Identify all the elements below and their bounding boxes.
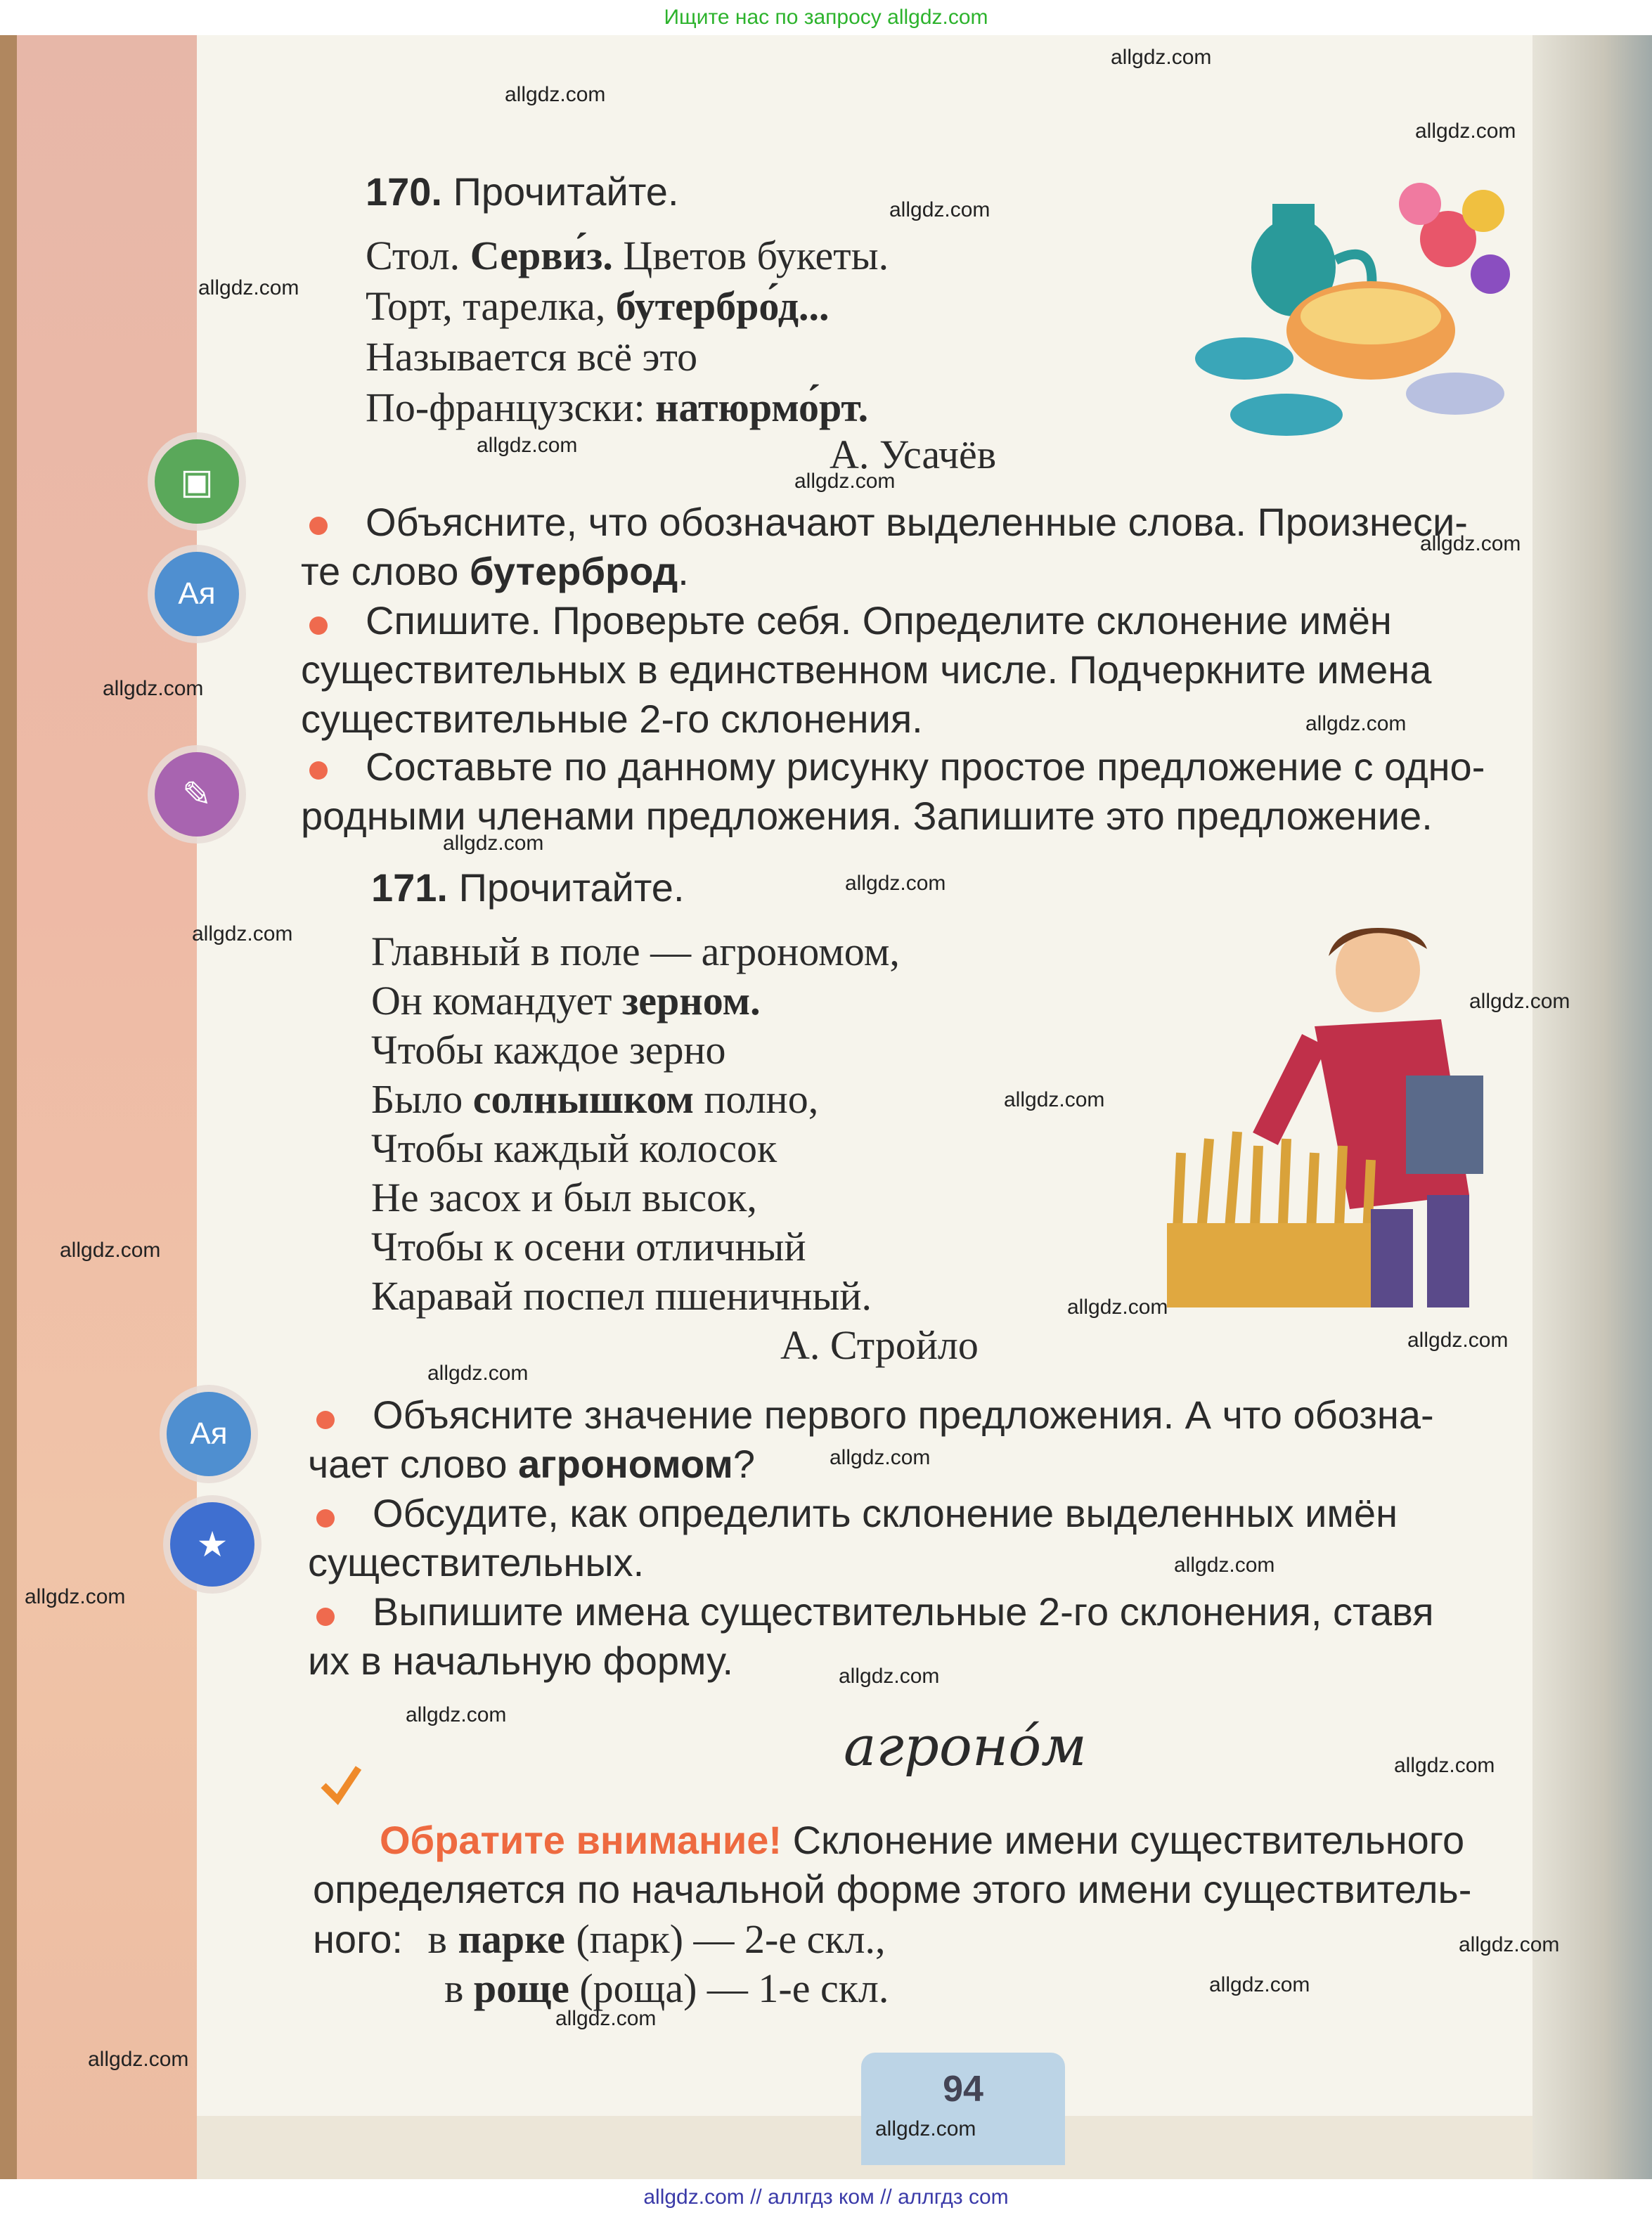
- poem-bold-word: солнышком: [472, 1076, 694, 1122]
- ex171-poem-line-2: [371, 977, 761, 1024]
- watermark: allgdz.com: [845, 872, 946, 895]
- ex171-task3-line2: их в начальную форму.: [308, 1639, 734, 1683]
- quill-icon: ✎: [155, 752, 239, 837]
- watermark: allgdz.com: [1111, 46, 1212, 69]
- ex171-task3-line1: Выпишите имена существительные 2-го склонения, ставя: [373, 1589, 1434, 1634]
- watermark: allgdz.com: [427, 1362, 529, 1385]
- ex170-task3-line2: родными членами предложения. Запишите это предложение.: [301, 794, 1433, 838]
- note-example: (парк) — 2-е скл.,: [576, 1916, 886, 1962]
- poem-word: По-французски:: [366, 385, 645, 430]
- page-fold: [1532, 35, 1652, 2179]
- task-text: чает слово: [308, 1442, 508, 1486]
- poem-word: Стол.: [366, 233, 460, 278]
- watermark: allgdz.com: [477, 434, 578, 457]
- exercise-170-number: 170.: [366, 169, 442, 214]
- watermark: allgdz.com: [60, 1239, 161, 1262]
- watermark: allgdz.com: [1209, 1973, 1310, 1996]
- task-text: .: [678, 549, 689, 593]
- ex170-poem-line-2: [366, 283, 830, 330]
- agronomist-illustration: [1139, 914, 1532, 1307]
- left-margin-strip: [0, 35, 197, 2179]
- exercise-170-instruction: Прочитайте.: [453, 169, 679, 214]
- ex171-poem-line-5: Чтобы каждый колосок: [371, 1125, 777, 1171]
- watermark: allgdz.com: [1174, 1554, 1275, 1577]
- note-example: в: [427, 1916, 447, 1962]
- note-example-bold: роще: [473, 1965, 569, 2011]
- bullet: [316, 1509, 335, 1528]
- book-spread: [0, 35, 1652, 2179]
- note-example: в: [444, 1965, 464, 2011]
- ex170-task1-line1: Объясните, что обозначают выделенные слова. Произнеси-: [366, 500, 1468, 544]
- watermark: allgdz.com: [1459, 1933, 1560, 1956]
- watermark: allgdz.com: [1394, 1754, 1495, 1777]
- poem-word: Цветов букеты.: [623, 233, 889, 278]
- page-number-tab: [861, 2053, 1065, 2165]
- ex170-poem-line-4: [366, 384, 868, 431]
- poem-bold-word: натюрмо́рт.: [655, 385, 869, 430]
- watermark: allgdz.com: [875, 2117, 976, 2140]
- watermark: allgdz.com: [889, 198, 990, 221]
- note-text: ного:: [313, 1917, 403, 1961]
- watermark: allgdz.com: [198, 276, 299, 299]
- ex170-task2-line1: Спишите. Проверьте себя. Определите склонение имён: [366, 598, 1392, 642]
- watermark: allgdz.com: [25, 1585, 126, 1608]
- ex170-task3-line1: Составьте по данному рисунку простое предложение с одно-: [366, 744, 1485, 789]
- watermark: allgdz.com: [830, 1446, 931, 1469]
- dictionary-icon: Aᴙ: [155, 552, 239, 636]
- watermark: allgdz.com: [794, 470, 896, 493]
- watermark: allgdz.com: [1415, 120, 1516, 143]
- exercise-171-heading: [371, 865, 685, 910]
- ex170-poem-line-3: Называется всё это: [366, 334, 698, 380]
- poem-bold-word: бутербро́д...: [615, 283, 830, 329]
- poem-word: Было: [371, 1076, 463, 1122]
- bullet: [309, 517, 328, 535]
- bullet: [309, 761, 328, 780]
- poem-word: Он командует: [371, 978, 612, 1023]
- note-line-2: определяется по начальной форме этого имени существитель-: [313, 1867, 1472, 1911]
- task-text: ?: [733, 1442, 756, 1486]
- ex170-task2-line3: существительные 2-го склонения.: [301, 697, 923, 741]
- watermark: allgdz.com: [443, 832, 544, 855]
- ex170-task2-line2: существительных в единственном числе. Подчеркните имена: [301, 647, 1432, 692]
- poem-bold-word: зерном.: [621, 978, 761, 1023]
- ex171-task1-line1: Объясните значение первого предложения. А что обозна-: [373, 1393, 1434, 1437]
- still-life-illustration: [1167, 169, 1518, 471]
- book-edge: [0, 35, 17, 2179]
- top-banner: [0, 0, 1652, 35]
- watermark: allgdz.com: [406, 1703, 507, 1726]
- bottom-banner-text: allgdz.com // аллгдз ком // аллгдз com: [643, 2185, 1009, 2209]
- ex170-task1-line2: [301, 548, 689, 594]
- note-example: (роща) — 1-е скл.: [579, 1965, 889, 2011]
- poem-word: полно,: [704, 1076, 819, 1122]
- bullet: [316, 1608, 335, 1626]
- exercise-170-heading: [366, 169, 679, 214]
- ex171-poem-line-7: Чтобы к осени отличный: [371, 1224, 806, 1270]
- note-text: Склонение имени существительного: [792, 1818, 1465, 1862]
- checkmark-icon: [320, 1764, 362, 1807]
- bullet: [316, 1411, 335, 1429]
- ex171-poem-line-1: Главный в поле — агрономом,: [371, 929, 900, 974]
- watermark: allgdz.com: [505, 83, 606, 106]
- page-number: 94: [943, 2069, 983, 2110]
- poem-bold-word: Серви́з.: [470, 233, 613, 278]
- ex170-poem-line-1: [366, 232, 889, 279]
- poem-word: Торт, тарелка,: [366, 283, 606, 329]
- task-bold-word: бутерброд: [470, 549, 678, 593]
- watermark: allgdz.com: [1469, 990, 1570, 1013]
- handwritten-word: агроно́м: [844, 1715, 1087, 1778]
- ex171-task2-line1: Обсудите, как определить склонение выделенных имён: [373, 1491, 1398, 1535]
- watermark: allgdz.com: [1004, 1088, 1105, 1111]
- bullet: [309, 616, 328, 635]
- watermark: allgdz.com: [1420, 532, 1521, 555]
- watermark: allgdz.com: [1067, 1296, 1168, 1319]
- bottom-banner: [0, 2179, 1652, 2215]
- top-banner-text: Ищите нас по запросу allgdz.com: [664, 6, 988, 29]
- ex171-task1-line2: [308, 1441, 755, 1487]
- ex171-poem-line-6: Не засох и был высок,: [371, 1175, 757, 1220]
- note-line-1: [380, 1817, 1464, 1863]
- task-bold-word: агрономом: [518, 1442, 733, 1486]
- dictionary-icon-2: Aᴙ: [167, 1392, 251, 1476]
- ex171-poem-line-3: Чтобы каждое зерно: [371, 1027, 726, 1073]
- task-text: те слово: [301, 549, 459, 593]
- watermark: allgdz.com: [192, 922, 293, 945]
- watermark: allgdz.com: [1407, 1329, 1509, 1352]
- watermark: allgdz.com: [103, 677, 204, 700]
- stars-icon: ★: [170, 1502, 254, 1587]
- exercise-171-instruction: Прочитайте.: [458, 865, 685, 910]
- folder-plus-icon: ▣: [155, 439, 239, 524]
- note-title: Обратите внимание!: [380, 1818, 782, 1862]
- note-line-4: [444, 1965, 889, 2012]
- note-example-bold: парке: [458, 1916, 565, 1962]
- watermark: allgdz.com: [555, 2007, 657, 2030]
- watermark: allgdz.com: [88, 2048, 189, 2071]
- ex171-poem-line-8: Каравай поспел пшеничный.: [371, 1273, 872, 1319]
- ex171-task2-line2: существительных.: [308, 1540, 645, 1584]
- ex170-author: А. Усачёв: [830, 432, 997, 477]
- ex171-poem-line-4: [371, 1076, 818, 1123]
- watermark: allgdz.com: [839, 1665, 940, 1688]
- ex171-author: А. Стройло: [780, 1322, 979, 1368]
- note-line-3: [313, 1916, 885, 1963]
- watermark: allgdz.com: [1305, 712, 1407, 735]
- exercise-171-number: 171.: [371, 865, 448, 910]
